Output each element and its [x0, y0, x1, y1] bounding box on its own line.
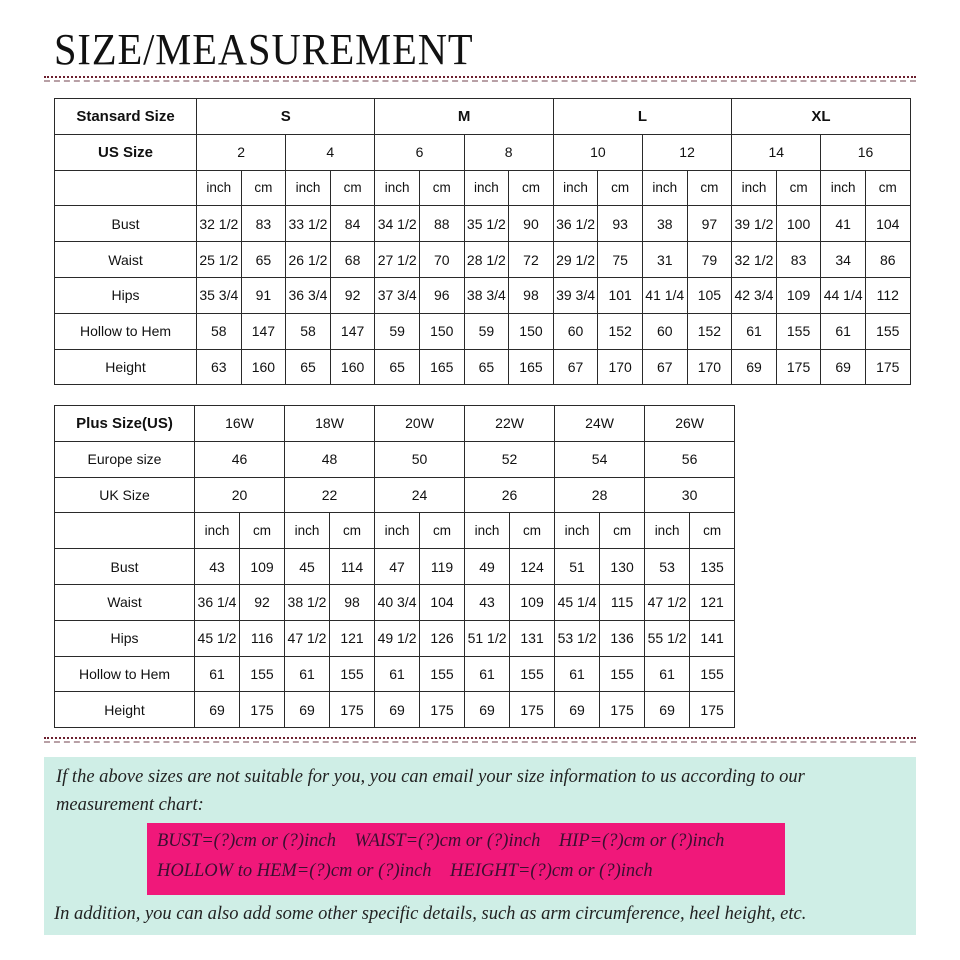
plus-measurement-row-bust — [55, 549, 735, 585]
value-cell: 53 — [645, 549, 690, 585]
unit-cm: cm — [687, 170, 732, 206]
size-group-s: S — [197, 99, 375, 135]
value-cell: 83 — [776, 242, 821, 278]
unit-cm: cm — [420, 513, 465, 549]
unit-inch: inch — [285, 513, 330, 549]
row-label-bust: Bust — [55, 206, 197, 242]
divider-bottom — [44, 737, 916, 744]
value-cell: 39 3/4 — [553, 277, 598, 313]
value-cell: 47 1/2 — [285, 620, 330, 656]
value-cell: 51 1/2 — [465, 620, 510, 656]
value-cell: 67 — [553, 349, 598, 385]
note-addition: In addition, you can also add some other specific details, such as arm circumference, heel height, etc. — [54, 904, 807, 924]
value-cell: 36 1/4 — [195, 584, 240, 620]
value-cell: 45 — [285, 549, 330, 585]
europe-size-row — [55, 441, 735, 477]
value-cell: 33 1/2 — [286, 206, 331, 242]
value-cell: 79 — [687, 242, 732, 278]
unit-cm: cm — [330, 170, 375, 206]
value-cell: 51 — [555, 549, 600, 585]
unit-inch: inch — [286, 170, 331, 206]
value-cell: 69 — [555, 692, 600, 728]
unit-inch: inch — [645, 513, 690, 549]
value-cell: 67 — [642, 349, 687, 385]
value-cell: 91 — [241, 277, 286, 313]
value-cell: 93 — [598, 206, 643, 242]
unit-cm: cm — [776, 170, 821, 206]
value-cell: 61 — [821, 313, 866, 349]
value-cell: 55 1/2 — [645, 620, 690, 656]
value-cell: 155 — [600, 656, 645, 692]
value-cell: 41 — [821, 206, 866, 242]
value-cell: 60 — [642, 313, 687, 349]
unit-inch: inch — [195, 513, 240, 549]
value-cell: 152 — [598, 313, 643, 349]
value-cell: 65 — [286, 349, 331, 385]
value-cell: 100 — [776, 206, 821, 242]
plus-size-24w: 24W — [555, 406, 645, 442]
unit-cm: cm — [240, 513, 285, 549]
value-cell: 135 — [690, 549, 735, 585]
value-cell: 147 — [241, 313, 286, 349]
value-cell: 49 1/2 — [375, 620, 420, 656]
value-cell: 130 — [600, 549, 645, 585]
value-cell: 119 — [420, 549, 465, 585]
value-cell: 44 1/4 — [821, 277, 866, 313]
unit-inch: inch — [553, 170, 598, 206]
value-cell: 104 — [865, 206, 910, 242]
custom-size-note — [44, 757, 916, 935]
value-cell: 42 3/4 — [732, 277, 777, 313]
value-cell: 61 — [285, 656, 330, 692]
size-group-m: M — [375, 99, 553, 135]
value-cell: 83 — [241, 206, 286, 242]
plus-measurement-row-hips — [55, 620, 735, 656]
unit-row-blank — [55, 170, 197, 206]
europe-size-48: 48 — [285, 441, 375, 477]
value-cell: 109 — [240, 549, 285, 585]
measurement-row-height — [55, 349, 911, 385]
uk-size-22: 22 — [285, 477, 375, 513]
unit-cm: cm — [419, 170, 464, 206]
standard-size-table — [54, 98, 911, 385]
value-cell: 160 — [330, 349, 375, 385]
value-cell: 175 — [776, 349, 821, 385]
size-group-xl: XL — [732, 99, 910, 135]
value-cell: 53 1/2 — [555, 620, 600, 656]
value-cell: 36 1/2 — [553, 206, 598, 242]
value-cell: 150 — [509, 313, 554, 349]
uk-size-26: 26 — [465, 477, 555, 513]
value-cell: 63 — [197, 349, 242, 385]
unit-inch: inch — [821, 170, 866, 206]
us-size-8: 8 — [464, 134, 553, 170]
value-cell: 34 1/2 — [375, 206, 420, 242]
value-cell: 37 3/4 — [375, 277, 420, 313]
value-cell: 155 — [690, 656, 735, 692]
value-cell: 69 — [821, 349, 866, 385]
unit-cm: cm — [600, 513, 645, 549]
plus-unit-row — [55, 513, 735, 549]
unit-cm: cm — [510, 513, 555, 549]
value-cell: 59 — [464, 313, 509, 349]
template-line-1: BUST=(?)cm or (?)inch WAIST=(?)cm or (?)inch HIP=(?)cm or (?)inch — [157, 831, 725, 851]
value-cell: 69 — [285, 692, 330, 728]
value-cell: 61 — [555, 656, 600, 692]
uk-size-label: UK Size — [55, 477, 195, 513]
note-intro: If the above sizes are not suitable for you, you can email your size information to us according to our measurement chart: — [56, 767, 805, 815]
measurement-template-box — [147, 823, 785, 895]
europe-size-52: 52 — [465, 441, 555, 477]
plus-size-20w: 20W — [375, 406, 465, 442]
plus-size-row — [55, 406, 735, 442]
value-cell: 32 1/2 — [197, 206, 242, 242]
value-cell: 38 3/4 — [464, 277, 509, 313]
uk-size-24: 24 — [375, 477, 465, 513]
value-cell: 175 — [330, 692, 375, 728]
value-cell: 92 — [240, 584, 285, 620]
value-cell: 45 1/4 — [555, 584, 600, 620]
value-cell: 69 — [465, 692, 510, 728]
value-cell: 155 — [776, 313, 821, 349]
unit-inch: inch — [464, 170, 509, 206]
uk-size-row — [55, 477, 735, 513]
us-size-4: 4 — [286, 134, 375, 170]
value-cell: 75 — [598, 242, 643, 278]
value-cell: 175 — [690, 692, 735, 728]
europe-size-46: 46 — [195, 441, 285, 477]
value-cell: 92 — [330, 277, 375, 313]
value-cell: 160 — [241, 349, 286, 385]
row-label-height: Height — [55, 692, 195, 728]
value-cell: 47 — [375, 549, 420, 585]
plus-size-22w: 22W — [465, 406, 555, 442]
value-cell: 150 — [419, 313, 464, 349]
measurement-row-hips — [55, 277, 911, 313]
measurement-row-bust — [55, 206, 911, 242]
plus-size-label: Plus Size(US) — [55, 406, 195, 442]
row-label-waist: Waist — [55, 242, 197, 278]
value-cell: 32 1/2 — [732, 242, 777, 278]
value-cell: 35 1/2 — [464, 206, 509, 242]
value-cell: 104 — [420, 584, 465, 620]
unit-row-blank — [55, 513, 195, 549]
unit-cm: cm — [690, 513, 735, 549]
template-line-2: HOLLOW to HEM=(?)cm or (?)inch HEIGHT=(?)cm or (?)inch — [157, 861, 653, 881]
value-cell: 27 1/2 — [375, 242, 420, 278]
value-cell: 47 1/2 — [645, 584, 690, 620]
unit-inch: inch — [555, 513, 600, 549]
value-cell: 165 — [419, 349, 464, 385]
row-label-hollow-to-hem: Hollow to Hem — [55, 313, 197, 349]
us-size-label: US Size — [55, 134, 197, 170]
value-cell: 38 — [642, 206, 687, 242]
value-cell: 29 1/2 — [553, 242, 598, 278]
value-cell: 126 — [420, 620, 465, 656]
row-label-height: Height — [55, 349, 197, 385]
size-group-row — [55, 99, 911, 135]
value-cell: 61 — [465, 656, 510, 692]
value-cell: 34 — [821, 242, 866, 278]
unit-cm: cm — [865, 170, 910, 206]
value-cell: 41 1/4 — [642, 277, 687, 313]
value-cell: 40 3/4 — [375, 584, 420, 620]
plus-size-18w: 18W — [285, 406, 375, 442]
value-cell: 43 — [195, 549, 240, 585]
value-cell: 105 — [687, 277, 732, 313]
value-cell: 43 — [465, 584, 510, 620]
value-cell: 109 — [776, 277, 821, 313]
unit-inch: inch — [732, 170, 777, 206]
value-cell: 112 — [865, 277, 910, 313]
value-cell: 114 — [330, 549, 375, 585]
value-cell: 49 — [465, 549, 510, 585]
value-cell: 116 — [240, 620, 285, 656]
value-cell: 121 — [330, 620, 375, 656]
value-cell: 59 — [375, 313, 420, 349]
value-cell: 28 1/2 — [464, 242, 509, 278]
row-label-hollow-to-hem: Hollow to Hem — [55, 656, 195, 692]
value-cell: 61 — [732, 313, 777, 349]
row-label-hips: Hips — [55, 620, 195, 656]
value-cell: 175 — [600, 692, 645, 728]
us-size-10: 10 — [553, 134, 642, 170]
us-size-16: 16 — [821, 134, 910, 170]
uk-size-28: 28 — [555, 477, 645, 513]
us-size-12: 12 — [642, 134, 731, 170]
value-cell: 170 — [687, 349, 732, 385]
value-cell: 86 — [865, 242, 910, 278]
value-cell: 175 — [510, 692, 555, 728]
us-size-14: 14 — [732, 134, 821, 170]
row-label-waist: Waist — [55, 584, 195, 620]
value-cell: 131 — [510, 620, 555, 656]
value-cell: 155 — [510, 656, 555, 692]
value-cell: 65 — [464, 349, 509, 385]
value-cell: 155 — [330, 656, 375, 692]
unit-cm: cm — [598, 170, 643, 206]
value-cell: 35 3/4 — [197, 277, 242, 313]
unit-inch: inch — [197, 170, 242, 206]
value-cell: 96 — [419, 277, 464, 313]
unit-cm: cm — [330, 513, 375, 549]
divider-top — [44, 76, 916, 83]
value-cell: 26 1/2 — [286, 242, 331, 278]
value-cell: 141 — [690, 620, 735, 656]
value-cell: 155 — [240, 656, 285, 692]
europe-size-50: 50 — [375, 441, 465, 477]
page-title: SIZE/MEASUREMENT — [54, 25, 474, 74]
value-cell: 68 — [330, 242, 375, 278]
value-cell: 175 — [865, 349, 910, 385]
value-cell: 38 1/2 — [285, 584, 330, 620]
value-cell: 124 — [510, 549, 555, 585]
value-cell: 72 — [509, 242, 554, 278]
unit-inch: inch — [375, 513, 420, 549]
unit-inch: inch — [465, 513, 510, 549]
value-cell: 165 — [509, 349, 554, 385]
unit-cm: cm — [241, 170, 286, 206]
value-cell: 61 — [645, 656, 690, 692]
value-cell: 115 — [600, 584, 645, 620]
europe-size-label: Europe size — [55, 441, 195, 477]
us-size-row — [55, 134, 911, 170]
plus-measurement-row-hollow-to-hem — [55, 656, 735, 692]
value-cell: 58 — [197, 313, 242, 349]
value-cell: 69 — [375, 692, 420, 728]
europe-size-56: 56 — [645, 441, 735, 477]
value-cell: 69 — [195, 692, 240, 728]
uk-size-30: 30 — [645, 477, 735, 513]
standard-size-label: Stansard Size — [55, 99, 197, 135]
value-cell: 136 — [600, 620, 645, 656]
us-size-6: 6 — [375, 134, 464, 170]
value-cell: 170 — [598, 349, 643, 385]
value-cell: 61 — [195, 656, 240, 692]
value-cell: 90 — [509, 206, 554, 242]
value-cell: 65 — [241, 242, 286, 278]
value-cell: 58 — [286, 313, 331, 349]
value-cell: 155 — [865, 313, 910, 349]
measurement-row-waist — [55, 242, 911, 278]
plus-size-26w: 26W — [645, 406, 735, 442]
value-cell: 69 — [732, 349, 777, 385]
size-group-l: L — [553, 99, 731, 135]
unit-inch: inch — [642, 170, 687, 206]
value-cell: 65 — [375, 349, 420, 385]
value-cell: 152 — [687, 313, 732, 349]
plus-size-16w: 16W — [195, 406, 285, 442]
value-cell: 97 — [687, 206, 732, 242]
value-cell: 101 — [598, 277, 643, 313]
value-cell: 61 — [375, 656, 420, 692]
value-cell: 70 — [419, 242, 464, 278]
value-cell: 88 — [419, 206, 464, 242]
value-cell: 109 — [510, 584, 555, 620]
value-cell: 36 3/4 — [286, 277, 331, 313]
measurement-row-hollow-to-hem — [55, 313, 911, 349]
plus-size-table — [54, 405, 735, 728]
value-cell: 84 — [330, 206, 375, 242]
europe-size-54: 54 — [555, 441, 645, 477]
value-cell: 98 — [330, 584, 375, 620]
value-cell: 45 1/2 — [195, 620, 240, 656]
plus-measurement-row-waist — [55, 584, 735, 620]
plus-measurement-row-height — [55, 692, 735, 728]
value-cell: 31 — [642, 242, 687, 278]
value-cell: 147 — [330, 313, 375, 349]
row-label-bust: Bust — [55, 549, 195, 585]
value-cell: 155 — [420, 656, 465, 692]
value-cell: 175 — [240, 692, 285, 728]
unit-inch: inch — [375, 170, 420, 206]
unit-cm: cm — [509, 170, 554, 206]
row-label-hips: Hips — [55, 277, 197, 313]
value-cell: 98 — [509, 277, 554, 313]
value-cell: 25 1/2 — [197, 242, 242, 278]
value-cell: 175 — [420, 692, 465, 728]
value-cell: 69 — [645, 692, 690, 728]
unit-row — [55, 170, 911, 206]
value-cell: 60 — [553, 313, 598, 349]
value-cell: 39 1/2 — [732, 206, 777, 242]
us-size-2: 2 — [197, 134, 286, 170]
uk-size-20: 20 — [195, 477, 285, 513]
value-cell: 121 — [690, 584, 735, 620]
